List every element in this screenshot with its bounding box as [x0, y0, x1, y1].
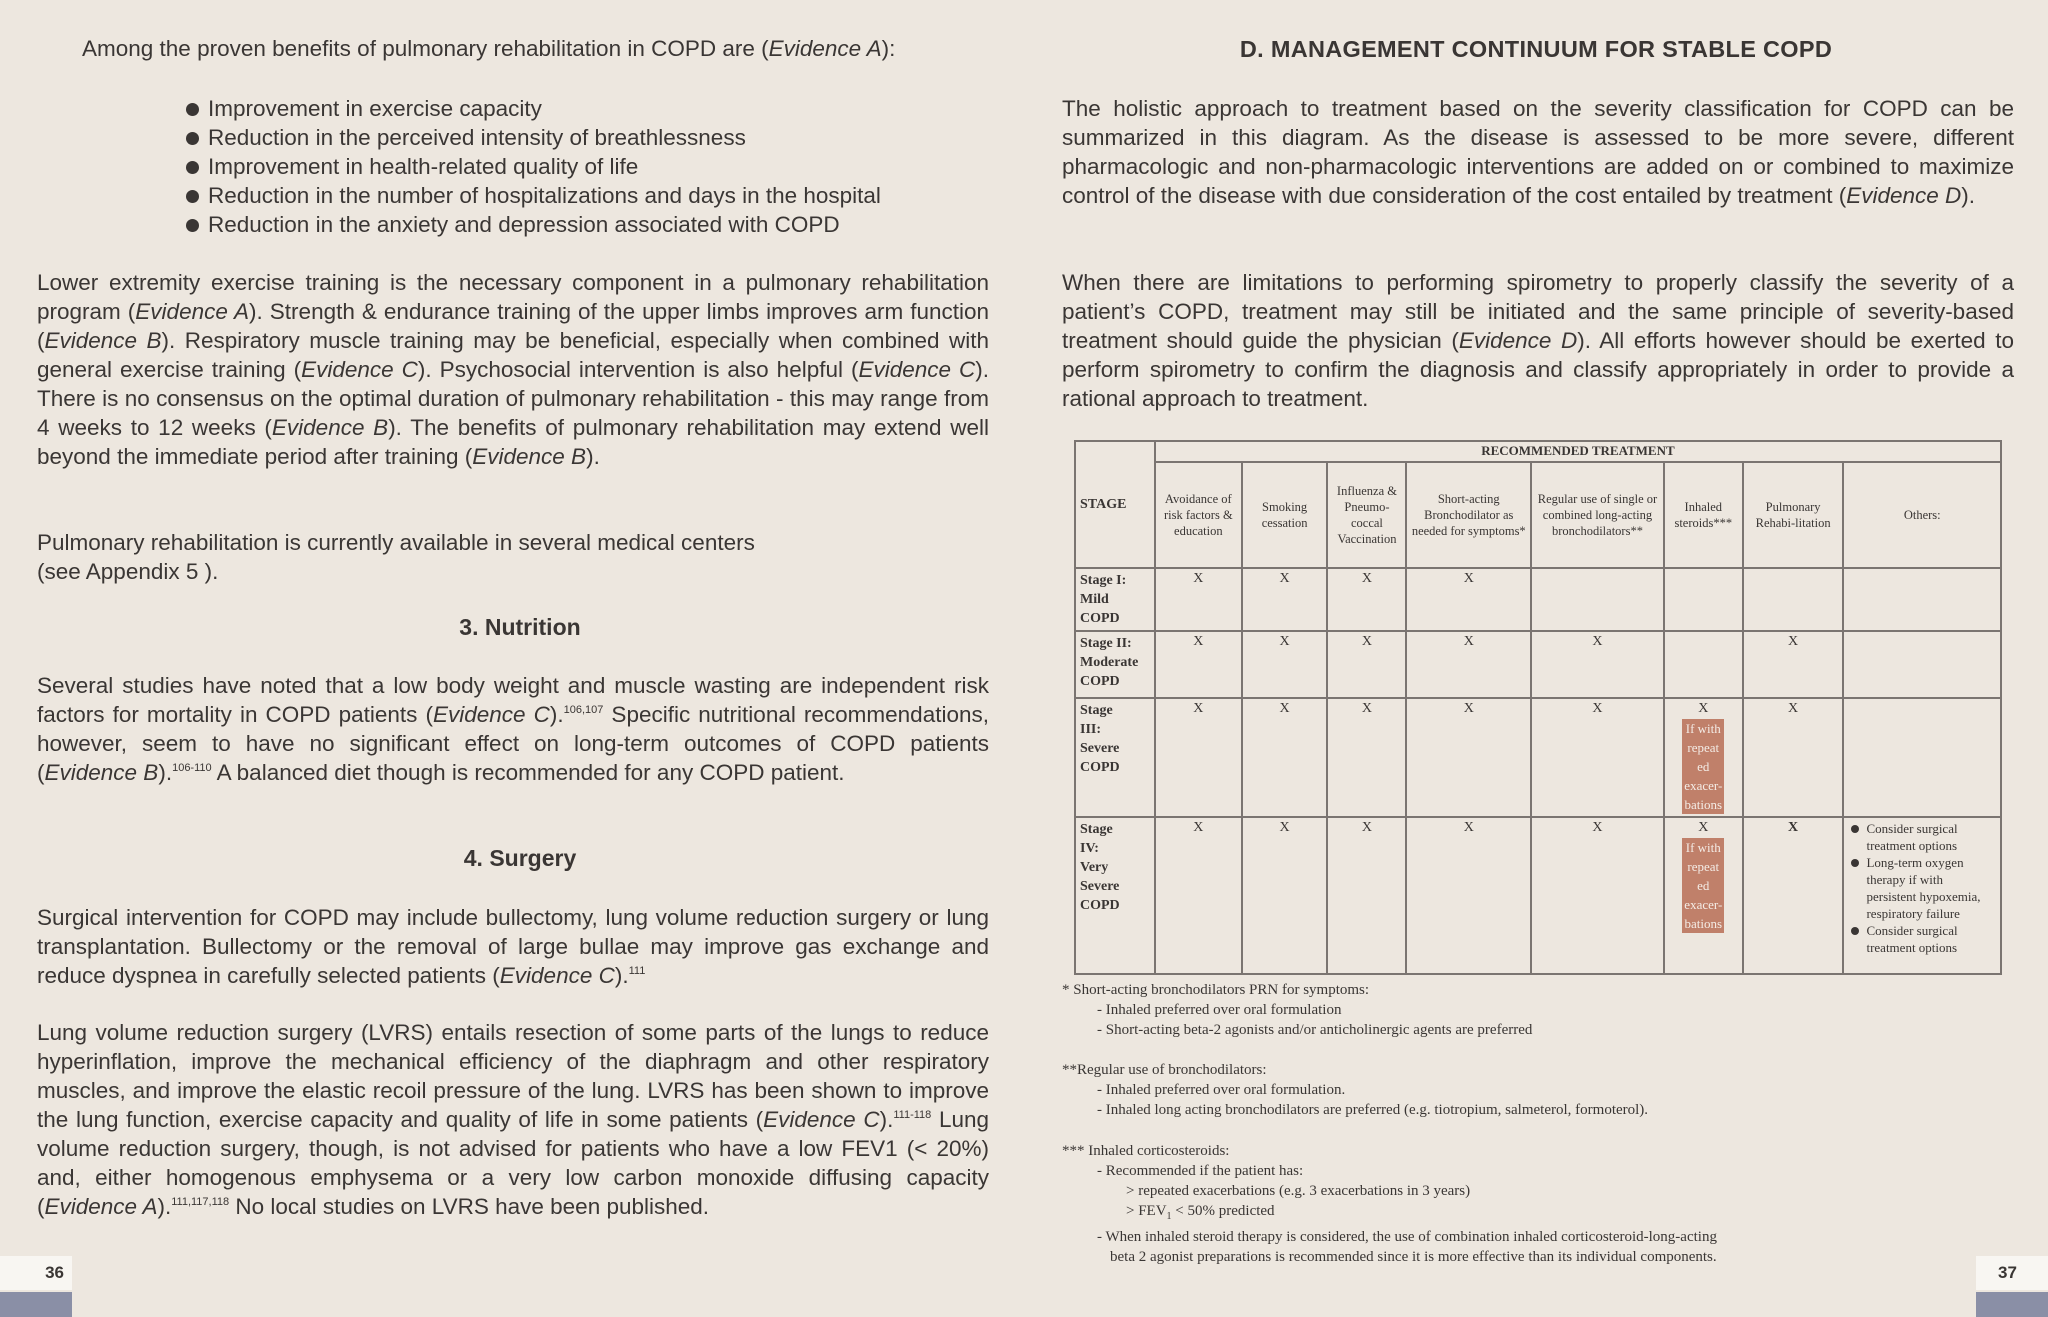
section-heading: D. MANAGEMENT CONTINUUM FOR STABLE COPD — [1239, 36, 1833, 62]
list-item: Improvement in health-related quality of life — [184, 152, 881, 181]
empty-cell — [1843, 698, 2001, 817]
empty-cell — [1843, 631, 2001, 698]
lvrs-paragraph: Lung volume reduction surgery (LVRS) entails resection of some parts of the lungs to reduce hyperinflation, improve the mechanical efficiency of the diaphragm and other respiratory muscles, and improve the elastic recoil pressure of the lung. LVRS has been shown to improve the lung function, exercise capacity and quality of life in some patients (Evidence C).$^{111-118}$ Lung volume reduction surgery, though, is not advised for patients who have a low FEV1 (< 20%) and, either homogenous emphysema or a very low carbon monoxide diffusing capacity (Evidence A).$^{111,117,118}$ No local studies on LVRS have been published. — [37, 1020, 990, 1219]
list-item: Long-term oxygen therapy if with persistent hypoxemia, respiratory failure — [1850, 854, 1996, 922]
nutrition-heading: 3. Nutrition — [459, 614, 581, 640]
mark: X — [1327, 631, 1406, 698]
page-edge-band — [0, 1292, 72, 1317]
mark: X — [1155, 817, 1242, 974]
mark: X — [1743, 698, 1844, 817]
mark: X — [1531, 698, 1664, 817]
spirometry-paragraph: When there are limitations to performing spirometry to properly classify the severity of a patient’s COPD, treatment may still be initiated and the same principle of severity-based treatment should guide the physician (Evidence D). All efforts however should be exerted to perform spirometry to confirm the diagnosis and classify appropriately in order to provide a rational approach to treatment. — [1062, 270, 2014, 411]
mark: X — [1531, 817, 1664, 974]
training-paragraph: Lower extremity exercise training is the necessary component in a pulmonary rehabilitation program (Evidence A). Strength & endurance training of the upper limbs improves arm function (Evidence B). Respiratory muscle training may be beneficial, especially when combined with general exercise training (Evidence C). Psychosocial intervention is also helpful (Evidence C). There is no consensus on the optimal duration of pulmonary rehabilitation - this may range from 4 weeks to 12 weeks (Evidence B). The benefits of pulmonary rehabilitation may extend well beyond the immediate period after training (Evidence B). — [37, 270, 990, 469]
mark: X — [1327, 568, 1406, 631]
list-item: Consider surgical treatment options — [1850, 922, 1996, 956]
stage-label: Stage III: Severe COPD — [1075, 698, 1155, 817]
page-number: 36 — [0, 1256, 72, 1290]
nutrition-paragraph: Several studies have noted that a low body weight and muscle wasting are independent risk factors for mortality in COPD patients (Evidence C).$^{106,107}$ Specific nutritional recommendations, however, seem to have no significant effect on long-term outcomes of COPD patients (Evidence B).$^{106-110}$ A balanced diet though is recommended for any COPD patient. — [37, 673, 989, 785]
benefits-list — [184, 94, 881, 239]
mark: X — [1155, 568, 1242, 631]
empty-cell — [1664, 568, 1743, 631]
mark: X — [1327, 698, 1406, 817]
surgery-paragraph: Surgical intervention for COPD may include bullectomy, lung volume reduction surgery or lung transplantation. Bullectomy or the removal of large bullae may improve gas exchange and reduce dyspnea in carefully selected patients (Evidence C).$^{111}$ — [37, 905, 989, 988]
mark: X — [1155, 631, 1242, 698]
benefits-intro: Among the proven benefits of pulmonary rehabilitation in COPD are (Evidence A): — [82, 36, 896, 61]
mark: X — [1743, 631, 1844, 698]
stage-label: Stage II: Moderate COPD — [1075, 631, 1155, 698]
list-item: Consider surgical treatment options — [1850, 820, 1996, 854]
mark: X — [1698, 820, 1709, 835]
stage-header: STAGE — [1075, 441, 1155, 568]
column-header: Regular use of single or combined long-acting bronchodilators** — [1531, 462, 1664, 568]
exacerbation-note: If with repeat ed exacer- bations — [1684, 721, 1723, 812]
list-item: Improvement in exercise capacity — [184, 94, 881, 123]
column-header: Inhaled steroids*** — [1664, 462, 1743, 568]
surgery-heading: 4. Surgery — [463, 845, 577, 871]
inhaled-steroid-cell — [1664, 698, 1743, 817]
treatment-table — [1074, 440, 2002, 975]
footnote-short-acting: * Short-acting bronchodilators PRN for symptoms: - Inhaled preferred over oral formulation - Short-acting beta-2 agonists and/or anticholinergic agents are preferred — [1062, 982, 1533, 1038]
mark: X — [1242, 631, 1328, 698]
table-row — [1075, 631, 2001, 698]
mark: X — [1406, 817, 1531, 974]
mark: X — [1242, 817, 1328, 974]
column-header: Short-acting Bronchodilator as needed for symptoms* — [1406, 462, 1531, 568]
mark: X — [1406, 698, 1531, 817]
list-item: Reduction in the anxiety and depression associated with COPD — [184, 210, 881, 239]
mark: X — [1406, 631, 1531, 698]
mark: X — [1327, 817, 1406, 974]
empty-cell — [1664, 631, 1743, 698]
stage-label: Stage IV: Very Severe COPD — [1075, 817, 1155, 974]
list-item: Reduction in the number of hospitalizations and days in the hospital — [184, 181, 881, 210]
page-number: 37 — [1976, 1256, 2048, 1290]
column-header: Influenza & Pneumo-coccal Vaccination — [1327, 462, 1406, 568]
holistic-paragraph: The holistic approach to treatment based on the severity classification for COPD can be summarized in this diagram. As the disease is assessed to be more severe, different pharmacologic and non-pharmacologic interventions are added on or combined to maximize control of the disease with due consideration of the cost entailed by treatment (Evidence D). — [1062, 96, 2014, 208]
column-header: Others: — [1843, 462, 2001, 568]
footnote-regular: **Regular use of bronchodilators: - Inhaled preferred over oral formulation. - Inhaled long acting bronchodilators are preferred (e.g. tiotropium, salmeterol, formoterol). — [1062, 1062, 1649, 1118]
inhaled-steroid-cell — [1664, 817, 1743, 974]
table-row — [1075, 817, 2001, 974]
table-row — [1075, 698, 2001, 817]
stage-label: Stage I: Mild COPD — [1075, 568, 1155, 631]
mark: X — [1531, 631, 1664, 698]
exacerbation-note: If with repeat ed exacer- bations — [1684, 840, 1723, 931]
column-header: Smoking cessation — [1242, 462, 1328, 568]
mark: X — [1242, 568, 1328, 631]
column-header: Pulmonary Rehabi-litation — [1743, 462, 1844, 568]
mark: X — [1698, 701, 1709, 716]
mark: X — [1743, 817, 1844, 974]
recommended-treatment-header: RECOMMENDED TREATMENT — [1155, 441, 2001, 462]
empty-cell — [1531, 568, 1664, 631]
list-item: Reduction in the perceived intensity of breathlessness — [184, 123, 881, 152]
page-edge-band — [1976, 1292, 2048, 1317]
footnote-corticosteroids: *** Inhaled corticosteroids: - Recommended if the patient has: > repeated exacerbations (e.g. 3 exacerbations in 3 years) > $FEV_1 < 50\%$ predicted - When inhaled steroid therapy is considered, the use of combination inhaled corticosteroid-long-acting beta 2 agonist preparations is recommended since it is more effective than its individual components. — [1062, 1143, 1717, 1265]
mark: X — [1406, 568, 1531, 631]
mark: X — [1155, 698, 1242, 817]
mark: X — [1242, 698, 1328, 817]
others-list — [1843, 817, 2001, 974]
column-header: Avoidance of risk factors & education — [1155, 462, 1242, 568]
empty-cell — [1743, 568, 1844, 631]
availability-paragraph: Pulmonary rehabilitation is currently available in several medical centers (see Appendix 5 ). — [37, 530, 755, 584]
table-row — [1075, 568, 2001, 631]
empty-cell — [1843, 568, 2001, 631]
